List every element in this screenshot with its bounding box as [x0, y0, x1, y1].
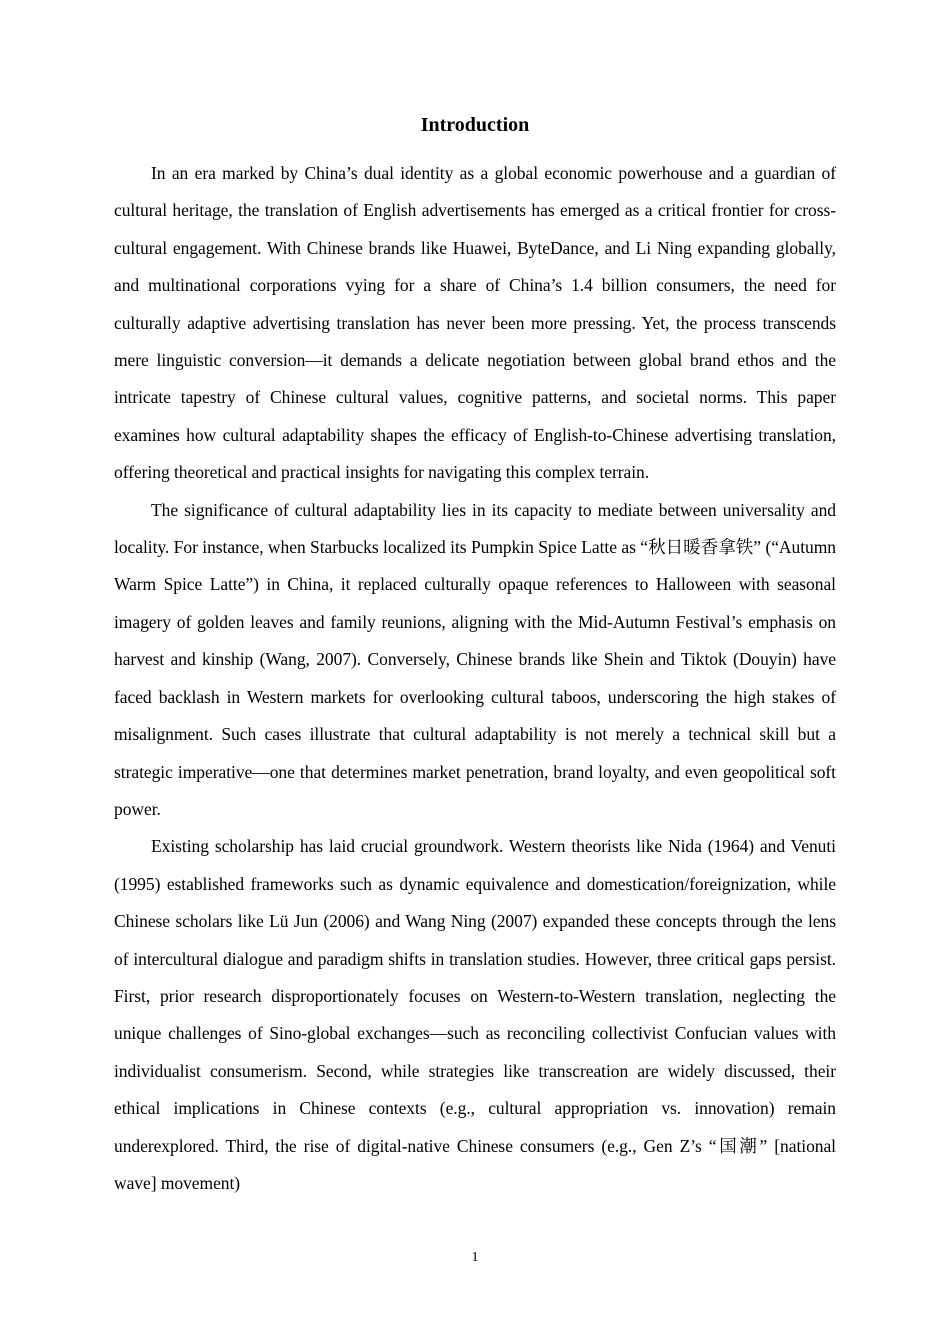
- body-text: [114, 155, 836, 1202]
- section-title: Introduction: [420, 114, 530, 136]
- paragraph-2: The significance of cultural adaptability lies in its capacity to mediate between universality and locality. For instance, when Starbucks localized its Pumpkin Spice Latte as “秋日暖香拿铁” (“Autumn Warm Spice Latte”) in China, it replaced culturally opaque references to Halloween with seasonal imagery of golden leaves and family reunions, aligning with the Mid-Autumn Festival’s emphasis on harvest and kinship (Wang, 2007). Conversely, Chinese brands like Shein and Tiktok (Douyin) have faced backlash in Western markets for overlooking cultural taboos, underscoring the high stakes of misalignment. Such cases illustrate that cultural adaptability is not merely a technical skill but a strategic imperative—one that determines market penetration, brand loyalty, and even geopolitical soft power.: [114, 499, 836, 819]
- page-number: 1: [471, 1250, 479, 1265]
- paragraph-3: Existing scholarship has laid crucial groundwork. Western theorists like Nida (1964) and Venuti (1995) established frameworks such as dynamic equivalence and domestication/foreignization, while Chinese scholars like Lü Jun (2006) and Wang Ning (2007) expanded these concepts through the lens of intercultural dialogue and paradigm shifts in translation studies. However, three critical gaps persist. First, prior research disproportionately focuses on Western-to-Western translation, neglecting the unique challenges of Sino-global exchanges—such as reconciling collectivist Confucian values with individualist consumerism. Second, while strategies like transcreation are widely discussed, their ethical implications in Chinese contexts (e.g., cultural appropriation vs. innovation) remain underexplored. Third, the rise of digital-native Chinese consumers (e.g., Gen Z’s “国潮” [national wave] movement): [114, 836, 836, 1193]
- paragraph-1: In an era marked by China’s dual identity as a global economic powerhouse and a guardian of cultural heritage, the translation of English advertisements has emerged as a critical frontier for cross-cultural engagement. With Chinese brands like Huawei, ByteDance, and Li Ning expanding globally, and multinational corporations vying for a share of China’s 1.4 billion consumers, the need for culturally adaptive advertising translation has never been more pressing. Yet, the process transcends mere linguistic conversion—it demands a delicate negotiation between global brand ethos and the intricate tapestry of Chinese cultural values, cognitive patterns, and societal norms. This paper examines how cultural adaptability shapes the efficacy of English-to-Chinese advertising translation, offering theoretical and practical insights for navigating this complex terrain.: [114, 163, 836, 483]
